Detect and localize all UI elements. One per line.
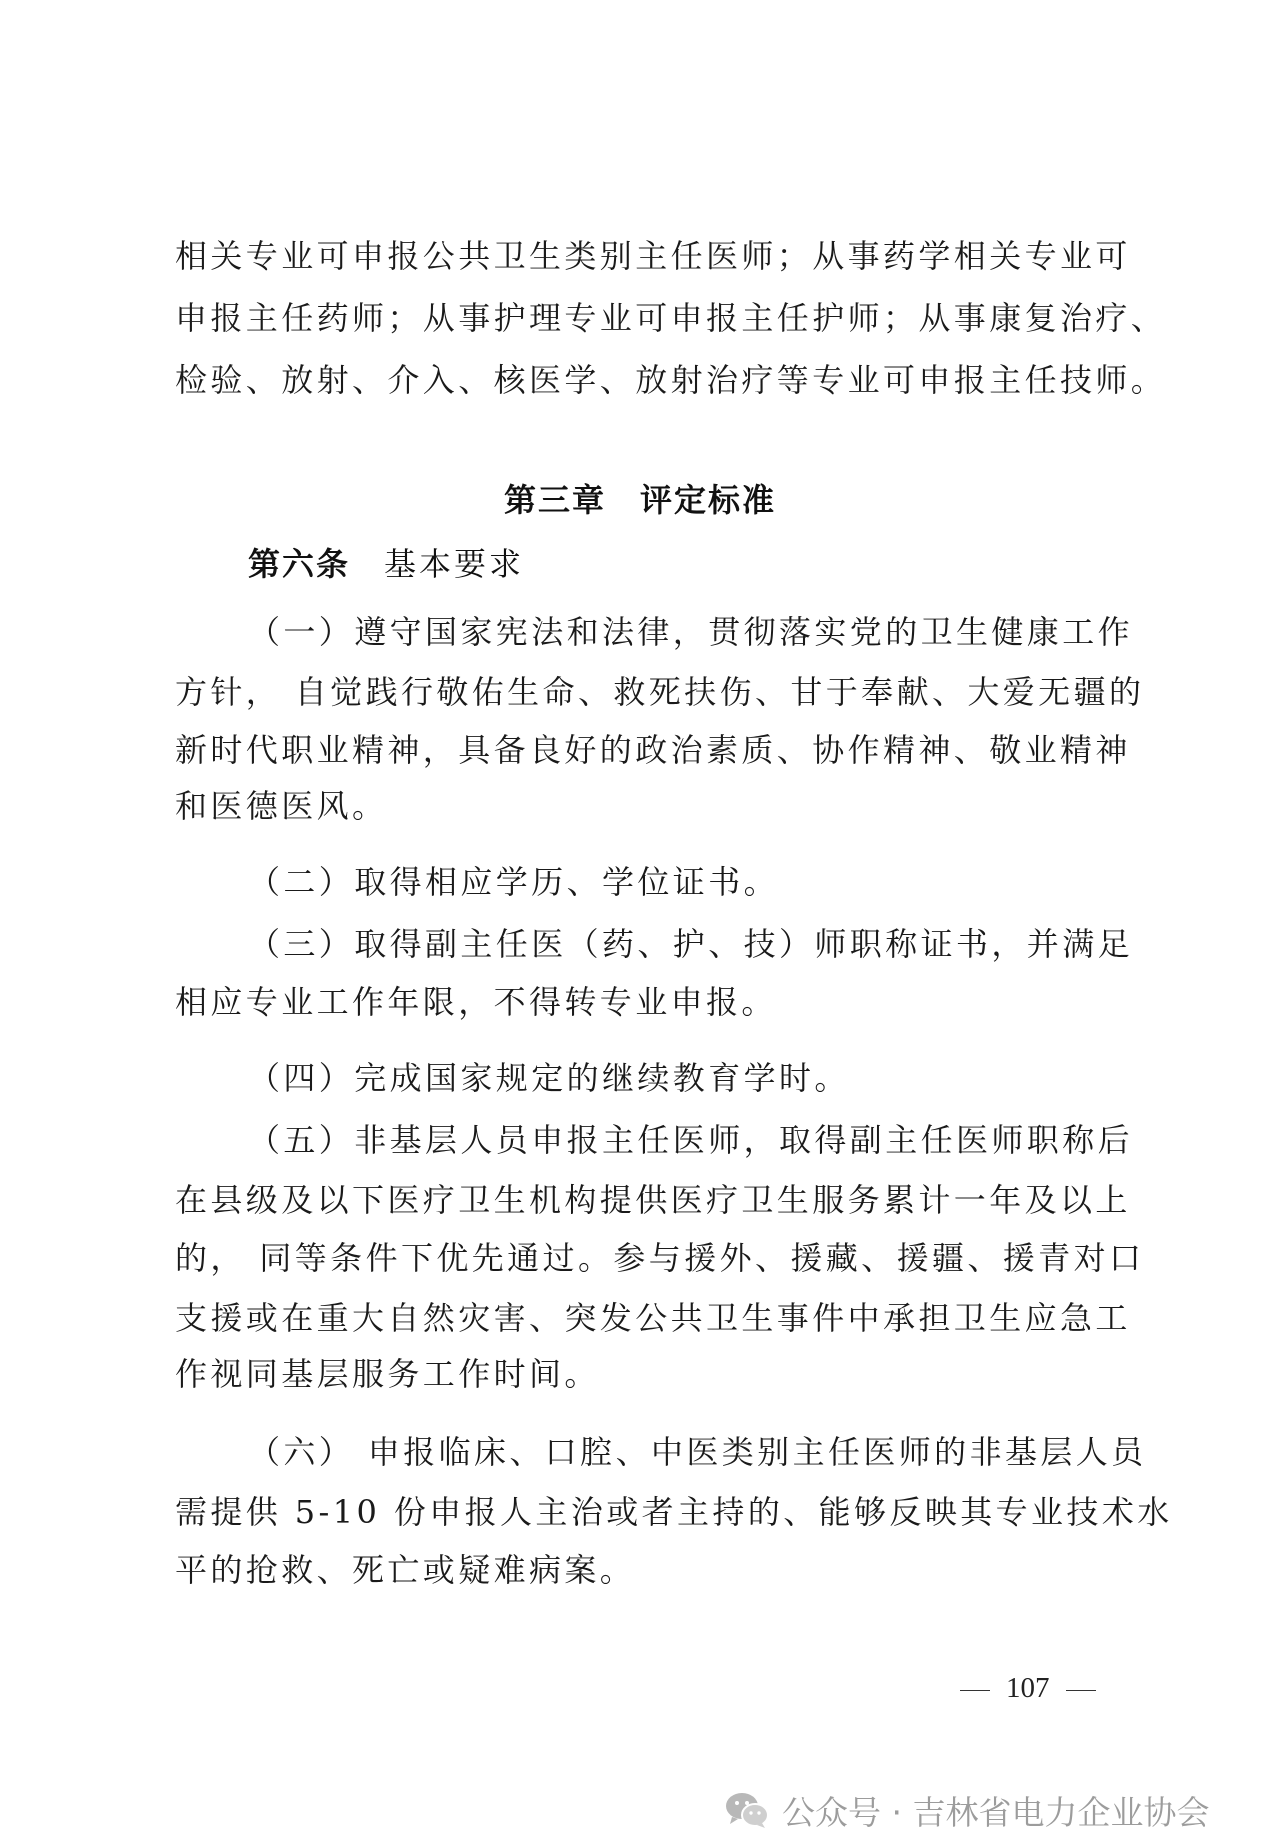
wechat-icon	[724, 1790, 770, 1830]
item-line: 支援或在重大自然灾害、突发公共卫生事件中承担卫生应急工	[175, 1299, 1131, 1337]
item-line: 平的抢救、死亡或疑难病案。	[175, 1551, 636, 1589]
watermark-text: 公众号 · 吉林省电力企业协会	[782, 1792, 1210, 1832]
watermark	[724, 1786, 1209, 1834]
text-line: 相关专业可申报公共卫生类别主任医师；从事药学相关专业可	[175, 237, 1131, 275]
article-heading	[248, 544, 524, 584]
item-line: （三）取得副主任医（药、护、技）师职称证书，并满足	[248, 925, 1134, 963]
page-number-value: 107	[1006, 1672, 1050, 1704]
item-line: （六） 申报临床、口腔、中医类别主任医师的非基层人员	[248, 1433, 1147, 1471]
dash-left	[960, 1690, 990, 1691]
item-line: （五）非基层人员申报主任医师，取得副主任医师职称后	[248, 1121, 1134, 1159]
chapter-title: 第三章 评定标准	[503, 481, 776, 519]
item-line: 方针， 自觉践行敬佑生命、救死扶伤、甘于奉献、大爱无疆的	[175, 673, 1145, 711]
item-line: 的， 同等条件下优先通过。参与援外、援藏、援疆、援青对口	[175, 1239, 1145, 1277]
text-line: 检验、放射、介入、核医学、放射治疗等专业可申报主任技师。	[175, 361, 1167, 399]
item-line: （二）取得相应学历、学位证书。	[248, 863, 780, 901]
item-line: 相应专业工作年限，不得转专业申报。	[175, 983, 777, 1021]
item-line: （一）遵守国家宪法和法律，贯彻落实党的卫生健康工作	[248, 613, 1134, 651]
item-line: 新时代职业精神，具备良好的政治素质、协作精神、敬业精神	[175, 731, 1131, 769]
item-line: 在县级及以下医疗卫生机构提供医疗卫生服务累计一年及以上	[175, 1181, 1131, 1219]
item-line: （四）完成国家规定的继续教育学时。	[248, 1059, 850, 1097]
article-title: 基本要求	[384, 545, 525, 583]
dash-right	[1066, 1690, 1096, 1691]
item-line: 作视同基层服务工作时间。	[175, 1355, 600, 1393]
text-line: 申报主任药师；从事护理专业可申报主任护师；从事康复治疗、	[175, 299, 1167, 337]
item-line: 需提供 5-10 份申报人主治或者主持的、能够反映其专业技术水	[175, 1493, 1173, 1531]
item-line: 和医德医风。	[175, 787, 388, 825]
page-number	[960, 1672, 1096, 1705]
article-label: 第六条	[248, 545, 351, 583]
